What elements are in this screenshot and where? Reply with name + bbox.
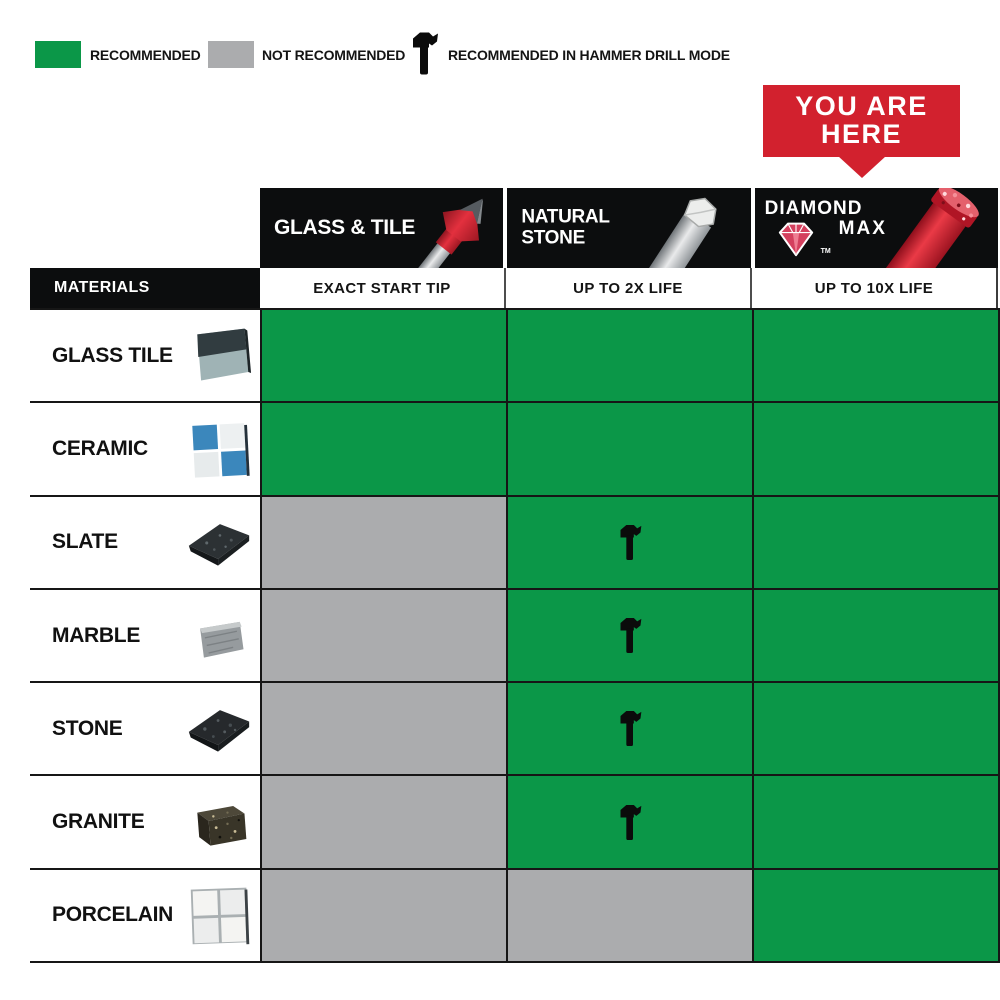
you-are-here-line1: YOU ARE xyxy=(795,91,928,122)
diamond-max-line1: DIAMOND xyxy=(764,198,863,219)
material-slate xyxy=(30,497,260,588)
compatibility-cell xyxy=(262,776,506,867)
column-natural-stone xyxy=(507,188,750,268)
not-recommended-swatch xyxy=(208,41,254,68)
hammer-drill-icon xyxy=(618,615,643,656)
compatibility-cell xyxy=(508,403,752,494)
feature-subheader-row xyxy=(260,268,998,308)
material-glass-tile xyxy=(30,310,260,401)
you-are-here-badge xyxy=(763,85,960,157)
compatibility-cell xyxy=(754,870,998,961)
hammer-drill-icon xyxy=(618,522,643,563)
trademark-symbol: TM xyxy=(820,248,831,255)
ceramic-tile-icon xyxy=(186,418,252,480)
hammer-drill-icon xyxy=(410,30,440,77)
granite-icon xyxy=(186,791,252,853)
diamond-gem-icon xyxy=(769,218,823,260)
feature-exact-start-tip: EXACT START TIP xyxy=(260,268,504,308)
compatibility-cell xyxy=(508,776,752,867)
legend-label: NOT RECOMMENDED xyxy=(262,47,406,63)
compatibility-cell xyxy=(754,590,998,681)
compatibility-cell xyxy=(508,870,752,961)
feature-2x-life: UP TO 2X LIFE xyxy=(504,268,750,308)
materials-header-label: MATERIALS xyxy=(54,279,150,296)
material-granite xyxy=(30,776,260,867)
column-diamond-max xyxy=(755,188,998,268)
compatibility-grid xyxy=(30,308,1000,963)
compatibility-cell xyxy=(508,590,752,681)
legend-label: RECOMMENDED IN HAMMER DRILL MODE xyxy=(448,47,730,63)
compatibility-cell xyxy=(754,776,998,867)
diamond-max-logo xyxy=(764,198,887,255)
material-stone xyxy=(30,683,260,774)
material-porcelain xyxy=(30,870,260,961)
column-title-line2: STONE xyxy=(521,227,585,248)
material-ceramic xyxy=(30,403,260,494)
hammer-drill-icon xyxy=(618,802,643,843)
material-label: MARBLE xyxy=(52,623,141,647)
compatibility-cell xyxy=(262,497,506,588)
material-label: SLATE xyxy=(52,530,118,554)
material-label: STONE xyxy=(52,716,123,740)
material-label: CERAMIC xyxy=(52,436,148,460)
compatibility-cell xyxy=(262,590,506,681)
you-are-here-line2: HERE xyxy=(820,119,902,149)
feature-10x-life: UP TO 10X LIFE xyxy=(750,268,996,308)
you-are-here-pointer xyxy=(838,156,886,178)
compatibility-cell xyxy=(754,497,998,588)
compatibility-cell xyxy=(262,403,506,494)
material-label: PORCELAIN xyxy=(52,903,173,927)
recommended-swatch xyxy=(35,41,81,68)
compatibility-cell xyxy=(754,403,998,494)
diamond-max-line2: MAX xyxy=(838,218,887,239)
material-label: GRANITE xyxy=(52,810,145,834)
porcelain-tile-icon xyxy=(186,884,252,946)
legend-label: RECOMMENDED xyxy=(90,47,201,63)
column-title-line1: NATURAL xyxy=(521,206,610,228)
column-title: GLASS & TILE xyxy=(274,216,416,239)
product-column-headers xyxy=(260,188,998,268)
compatibility-cell xyxy=(508,497,752,588)
column-title xyxy=(521,207,609,248)
material-marble xyxy=(30,590,260,681)
glass-tile-icon xyxy=(186,325,252,387)
compatibility-cell xyxy=(754,310,998,401)
compatibility-cell xyxy=(508,683,752,774)
material-label: GLASS TILE xyxy=(52,343,173,367)
carbide-tip-bit-icon xyxy=(591,188,751,268)
marble-icon xyxy=(186,605,252,667)
hammer-drill-icon xyxy=(618,708,643,749)
slate-icon xyxy=(186,511,252,573)
compatibility-cell xyxy=(262,870,506,961)
compatibility-cell xyxy=(262,310,506,401)
compatibility-cell xyxy=(754,683,998,774)
compatibility-cell xyxy=(262,683,506,774)
compatibility-cell xyxy=(508,310,752,401)
materials-header xyxy=(30,268,260,308)
stone-icon xyxy=(186,698,252,760)
column-glass-and-tile xyxy=(260,188,503,268)
